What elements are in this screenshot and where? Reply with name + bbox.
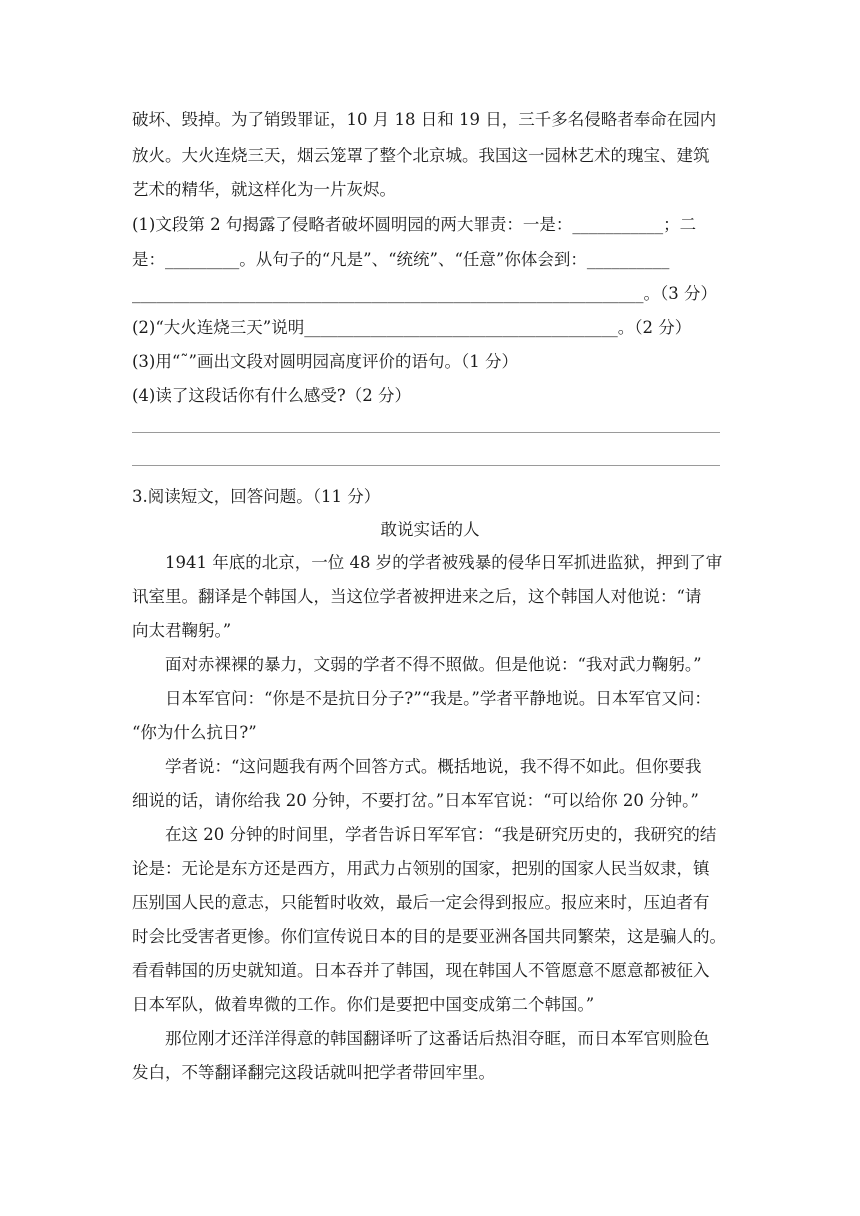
passage-line-3: 艺术的精华，就这样化为一片灰烬。 xyxy=(132,180,396,199)
article-line: 压别国人民的意志，只能暂时收效，最后一定会得到报应。报应来时，压迫者有 xyxy=(132,893,710,912)
answer-line-2 xyxy=(132,465,720,466)
question-2: (2)“大火连烧三天”说明______________________________________。（2 分） xyxy=(132,318,692,337)
article-line: 日本军队，做着卑微的工作。你们是要把中国变成第二个韩国。” xyxy=(132,995,595,1014)
question-1-line-3: ______________________________________________________________。（3 分） xyxy=(132,284,717,303)
article-line: “你为什么抗日?” xyxy=(132,723,257,742)
article-line: 时会比受害者更惨。你们宣传说日本的目的是要亚洲各国共同繁荣，这是骗人的。 xyxy=(132,927,726,946)
article-line: 1941 年底的北京，一位 48 岁的学者被残暴的侵华日军抓进监狱，押到了审 xyxy=(165,553,723,572)
article-line: 日本军官问：“你是不是抗日分子?”“我是。”学者平静地说。日本军官又问： xyxy=(165,689,711,708)
question-3: (3)用“˜”画出文段对圆明园高度评价的语句。（1 分） xyxy=(132,352,518,371)
article-line: 细说的话，请你给我 20 分钟，不要打岔。”日本军官说：“可以给你 20 分钟。” xyxy=(132,791,699,810)
article-line: 向太君鞠躬。” xyxy=(132,621,232,640)
article-title: 敢说实话的人 xyxy=(380,520,480,539)
article-line: 讯室里。翻译是个韩国人，当这位学者被押进来之后，这个韩国人对他说：“请 xyxy=(132,587,702,606)
article-line: 发白，不等翻译翻完这段话就叫把学者带回牢里。 xyxy=(132,1063,495,1082)
article-line: 论是：无论是东方还是西方，用武力占领别的国家，把别的国家人民当奴隶，镇 xyxy=(132,859,710,878)
question-4: (4)读了这段话你有什么感受?（2 分） xyxy=(132,386,411,405)
article-line: 面对赤裸裸的暴力，文弱的学者不得不照做。但是他说：“我对武力鞠躬。” xyxy=(165,655,702,674)
section-3-heading: 3.阅读短文，回答问题。（11 分） xyxy=(132,487,381,506)
article-line: 看看韩国的历史就知道。日本吞并了韩国，现在韩国人不管愿意不愿意都被征入 xyxy=(132,961,710,980)
question-1-line-2: 是：_________。从句子的“凡是”、“统统”、“任意”你体会到：__________ xyxy=(132,250,670,269)
passage-line-1: 破坏、毁掉。为了销毁罪证，10 月 18 日和 19 日，三千多名侵略者奉命在园内 xyxy=(132,110,717,129)
article-line: 学者说：“这问题我有两个回答方式。概括地说，我不得不如此。但你要我 xyxy=(165,757,702,776)
passage-line-2: 放火。大火连烧三天，烟云笼罩了整个北京城。我国这一园林艺术的瑰宝、建筑 xyxy=(132,146,710,165)
question-1-line-1: (1)文段第 2 句揭露了侵略者破坏圆明园的两大罪责：一是：___________；二 xyxy=(132,215,697,234)
article-line: 那位刚才还洋洋得意的韩国翻译听了这番话后热泪夺眶，而日本军官则脸色 xyxy=(165,1029,710,1048)
answer-line-1 xyxy=(132,432,720,433)
article-line: 在这 20 分钟的时间里，学者告诉日军军官：“我是研究历史的，我研究的结 xyxy=(165,825,717,844)
